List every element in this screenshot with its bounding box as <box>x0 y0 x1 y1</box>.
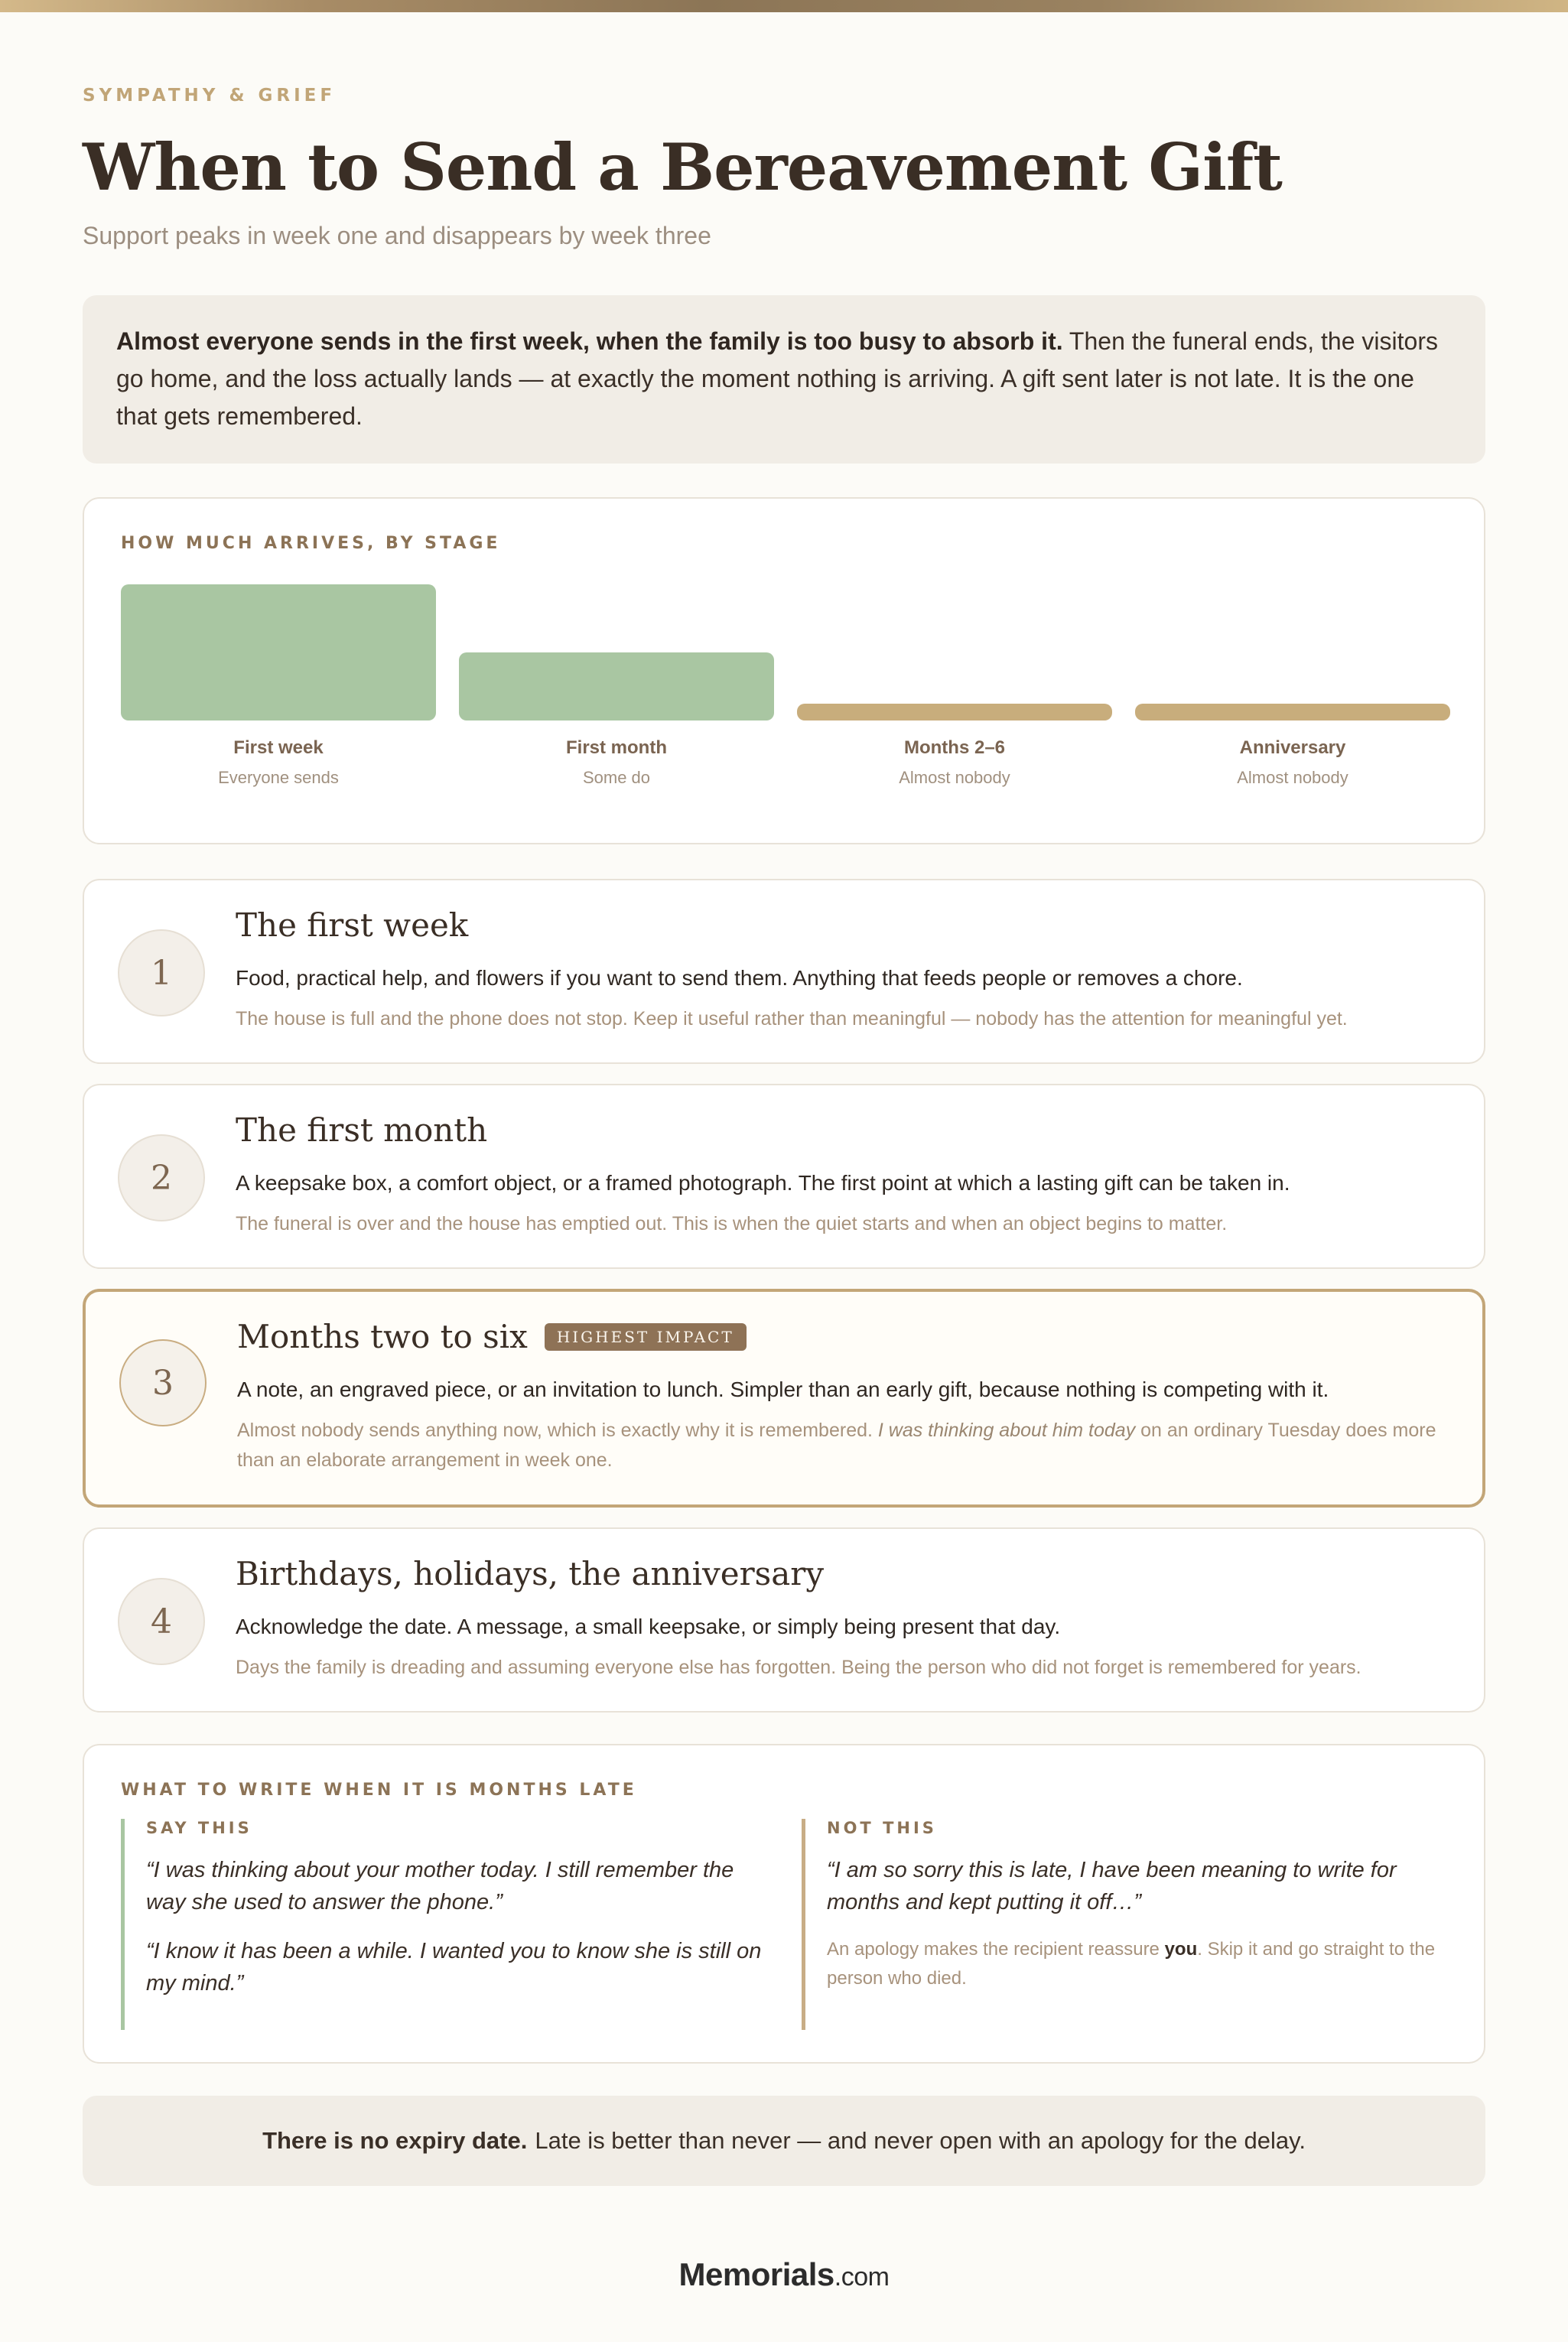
stage-number: 3 <box>119 1339 207 1426</box>
eyebrow: SYMPATHY & GRIEF <box>83 86 337 106</box>
stage-title: Birthdays, holidays, the anniversary <box>236 1555 825 1592</box>
chart-title: HOW MUCH ARRIVES, BY STAGE <box>121 534 501 553</box>
chart-category-sublabel: Some do <box>582 768 651 787</box>
not-note-bold: you <box>1164 1939 1198 1960</box>
not-note-post: . Skip it and go straight to the person who died. <box>827 1939 1436 1989</box>
chart-category-label: First month <box>566 737 667 758</box>
chart-bar <box>459 652 774 720</box>
top-accent-bar <box>0 0 1568 12</box>
chart-category-sublabel: Almost nobody <box>899 768 1010 787</box>
outro-text: Late is better than never — and never open with an apology for the delay. <box>535 2127 1306 2154</box>
stage-title: The first month <box>236 1111 488 1149</box>
stage-description: A note, an engraved piece, or an invitation to lunch. Simpler than an early gift, because nothing is competing with it. <box>237 1378 1329 1401</box>
stage-number: 4 <box>118 1578 205 1665</box>
chart-bar <box>797 704 1112 720</box>
stage-description: Food, practical help, and flowers if you want to send them. Anything that feeds people or removes a chore. <box>236 966 1243 990</box>
stage-card-4 <box>83 1527 1485 1713</box>
stage-card-1 <box>83 879 1485 1064</box>
outro-bold: There is no expiry date. <box>262 2127 528 2154</box>
stage-note: The house is full and the phone does not stop. Keep it useful rather than meaningful — nobody has the attention for meaningful yet. <box>236 1008 1348 1030</box>
stage-description: Acknowledge the date. A message, a small keepsake, or simply being present that day. <box>236 1615 1061 1638</box>
memorials-logo <box>83 2256 1485 2293</box>
not-quote: “I am so sorry this is late, I have been meaning to write for months and kept putting it off…” <box>827 1858 1397 1914</box>
say-quote-1: “I was thinking about your mother today. I still remember the way she used to answer the phone.” <box>146 1858 734 1914</box>
not-note <box>827 1935 1452 1993</box>
stage-title: The first week <box>236 906 469 944</box>
say-this-label: SAY THIS <box>146 1819 252 1837</box>
not-this-column <box>802 1819 1452 2030</box>
note-italic: I was thinking about him today <box>877 1420 1136 1441</box>
what-to-write-title: WHAT TO WRITE WHEN IT IS MONTHS LATE <box>121 1781 637 1800</box>
stage-title-text: Months two to six <box>237 1318 528 1355</box>
stage-card-3 <box>83 1289 1485 1508</box>
chart-category-label: Anniversary <box>1239 737 1346 758</box>
stage-number: 1 <box>118 929 205 1016</box>
intro-text: Then the funeral ends, the visitors go home, and the loss actually lands — at exactly the moment nothing is arriving. A gift sent later is not late. It is the one that gets remembered. <box>116 327 1438 430</box>
logo-name: Memorials <box>678 2256 834 2292</box>
stage-description: A keepsake box, a comfort object, or a framed photograph. The first point at which a lasting gift can be taken in. <box>236 1171 1290 1195</box>
chart-category-sublabel: Everyone sends <box>218 768 339 787</box>
chart-bar <box>121 584 436 720</box>
stage-note <box>237 1416 1446 1475</box>
chart-area <box>121 572 1450 832</box>
stage-number: 2 <box>118 1134 205 1221</box>
intro-bold: Almost everyone sends in the first week, when the family is too busy to absorb it. <box>116 327 1063 355</box>
note-post: on an ordinary Tuesday does more than an elaborate arrangement in week one. <box>237 1420 1436 1471</box>
say-quote-2: “I know it has been a while. I wanted you to know she is still on my mind.” <box>146 1939 762 1996</box>
chart-category-sublabel: Almost nobody <box>1237 768 1348 787</box>
not-this-label: NOT THIS <box>827 1819 937 1837</box>
page-title: When to Send a Bereavement Gift <box>83 129 1282 205</box>
outro-callout <box>83 2096 1485 2186</box>
chart-bar <box>1135 704 1450 720</box>
chart-category-label: First week <box>233 737 324 758</box>
stage-note: The funeral is over and the house has emptied out. This is when the quiet starts and when an object begins to matter. <box>236 1213 1228 1234</box>
chart-card <box>83 497 1485 844</box>
page-subtitle: Support peaks in week one and disappears by week three <box>83 222 711 249</box>
what-to-write-card <box>83 1744 1485 2064</box>
intro-callout <box>83 295 1485 464</box>
stage-note: Days the family is dreading and assuming everyone else has forgotten. Being the person who did not forget is remembered for years. <box>236 1657 1361 1678</box>
note-pre: Almost nobody sends anything now, which is exactly why it is remembered. <box>237 1420 878 1441</box>
highest-impact-badge: HIGHEST IMPACT <box>545 1323 747 1351</box>
say-this-column <box>121 1819 763 2030</box>
logo-suffix: .com <box>834 2262 890 2292</box>
chart-category-label: Months 2–6 <box>903 737 1006 758</box>
stage-card-2 <box>83 1084 1485 1269</box>
stage-title <box>237 1318 747 1355</box>
not-note-pre: An apology makes the recipient reassure <box>827 1939 1165 1960</box>
